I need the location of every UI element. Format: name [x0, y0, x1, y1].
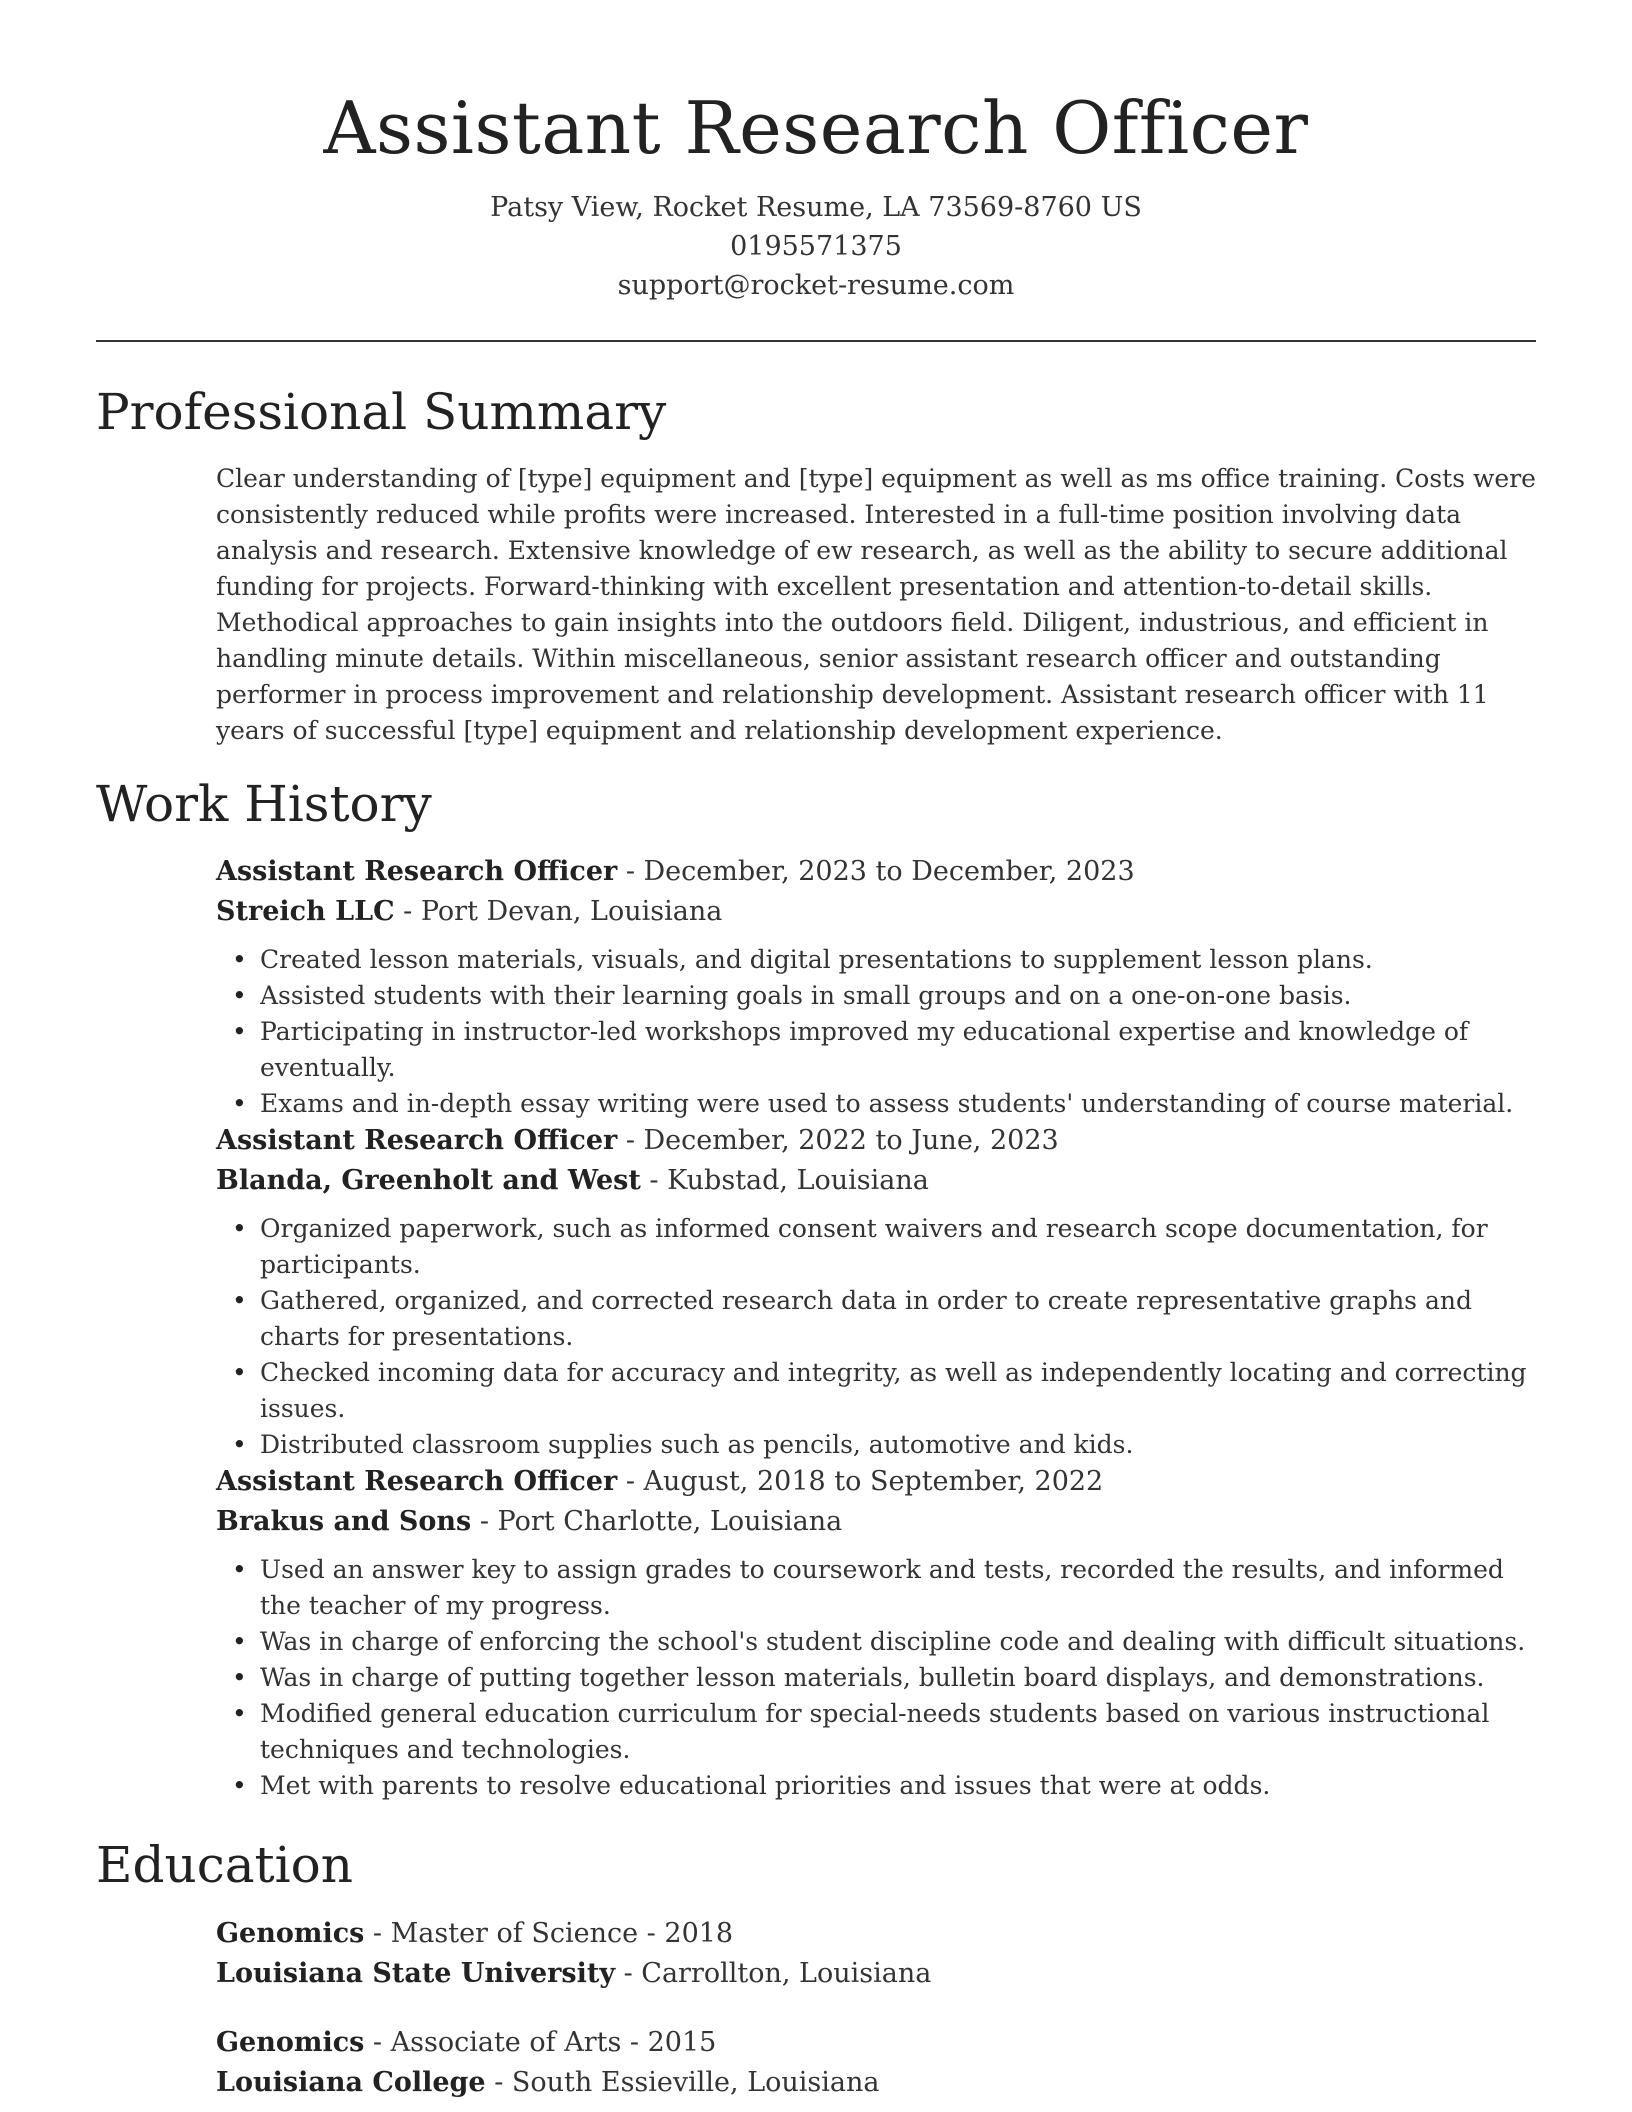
job-bullets [216, 1552, 1536, 1804]
company-line [216, 892, 1536, 932]
company-location: - Port Charlotte, Louisiana [471, 1506, 843, 1537]
company-location: - Kubstad, Louisiana [640, 1165, 929, 1196]
summary-section [216, 461, 1536, 749]
address: Patsy View, Rocket Resume, LA 73569-8760 US [490, 192, 1142, 223]
list-item: • Participating in instructor-led workshops improved my educational expertise and knowledge of eventually. [216, 1014, 1536, 1086]
list-item: • Was in charge of enforcing the school's student discipline code and dealing with difficult situations. [216, 1624, 1536, 1660]
list-item: • Created lesson materials, visuals, and digital presentations to supplement lesson plans. [216, 942, 1536, 978]
degree-info: - Master of Science - 2018 [364, 1918, 734, 1949]
list-item: • Was in charge of putting together lesson materials, bulletin board displays, and demonstrations. [216, 1660, 1536, 1696]
work-history-heading: Work History [96, 775, 432, 833]
job-dates: - December, 2022 to June, 2023 [617, 1125, 1059, 1156]
school-name: Louisiana State University [216, 1958, 616, 1989]
resume-header [0, 82, 1632, 305]
job-title-line [216, 1121, 1536, 1161]
company-location: - Port Devan, Louisiana [394, 896, 723, 927]
phone: 0195571375 [730, 231, 902, 262]
job-title: Assistant Research Officer [216, 1466, 618, 1497]
list-item: • Checked incoming data for accuracy and integrity, as well as independently locating and correcting issues. [216, 1355, 1536, 1427]
degree-field: Genomics [216, 2027, 365, 2058]
company-line [216, 1161, 1536, 1201]
list-item: • Assisted students with their learning goals in small groups and on a one-on-one basis. [216, 978, 1536, 1014]
page-title: Assistant Research Officer [323, 86, 1309, 170]
job-dates: - December, 2023 to December, 2023 [617, 856, 1135, 887]
summary-heading: Professional Summary [96, 383, 667, 441]
job-bullets [216, 942, 1536, 1122]
contact-info [0, 188, 1632, 305]
company-name: Brakus and Sons [216, 1506, 472, 1537]
school-location: - South Essieville, Louisiana [485, 2067, 880, 2098]
education-heading: Education [96, 1836, 353, 1894]
job-title-line [216, 1462, 1536, 1502]
degree-info: - Associate of Arts - 2015 [364, 2027, 717, 2058]
job-title: Assistant Research Officer [216, 1125, 618, 1156]
school-line [216, 1954, 1536, 1994]
list-item: • Distributed classroom supplies such as pencils, automotive and kids. [216, 1427, 1536, 1463]
list-item: • Modified general education curriculum for special-needs students based on various instructional techniques and technologies. [216, 1696, 1536, 1768]
education-entry [216, 2023, 1536, 2103]
list-item: • Organized paperwork, such as informed consent waivers and research scope documentation, for participants. [216, 1211, 1536, 1283]
degree-field: Genomics [216, 1918, 365, 1949]
job-bullets [216, 1211, 1536, 1463]
degree-line [216, 1914, 1536, 1954]
job-entry [216, 1462, 1536, 1804]
company-name: Blanda, Greenholt and West [216, 1165, 641, 1196]
list-item: • Used an answer key to assign grades to coursework and tests, recorded the results, and informed the teacher of my progress. [216, 1552, 1536, 1624]
school-location: - Carrollton, Louisiana [615, 1958, 932, 1989]
company-line [216, 1502, 1536, 1542]
email: support@rocket-resume.com [617, 270, 1015, 301]
job-title: Assistant Research Officer [216, 856, 618, 887]
school-line [216, 2063, 1536, 2103]
job-entry [216, 1121, 1536, 1463]
education-entry [216, 1914, 1536, 1994]
summary-text: Clear understanding of [type] equipment and [type] equipment as well as ms office training. Costs were consistently reduced while profits were increased. Interested in a full-time position involving data analysis and research. Extensive knowledge of ew research, as well as the ability to secure additional funding for projects. Forward-thinking with excellent presentation and attention-to-detail skills. Methodical approaches to gain insights into the outdoors field. Diligent, industrious, and efficient in handling minute details. Within miscellaneous, senior assistant research officer and outstanding performer in process improvement and relationship development. Assistant research officer with 11 years of successful [type] equipment and relationship development experience. [216, 464, 1536, 745]
list-item: • Met with parents to resolve educational priorities and issues that were at odds. [216, 1768, 1536, 1804]
job-title-line [216, 852, 1536, 892]
list-item: • Exams and in-depth essay writing were used to assess students' understanding of course material. [216, 1086, 1536, 1122]
job-dates: - August, 2018 to September, 2022 [617, 1466, 1104, 1497]
list-item: • Gathered, organized, and corrected research data in order to create representative graphs and charts for presentations. [216, 1283, 1536, 1355]
company-name: Streich LLC [216, 896, 395, 927]
degree-line [216, 2023, 1536, 2063]
job-entry [216, 852, 1536, 1122]
school-name: Louisiana College [216, 2067, 486, 2098]
header-divider [96, 340, 1536, 342]
